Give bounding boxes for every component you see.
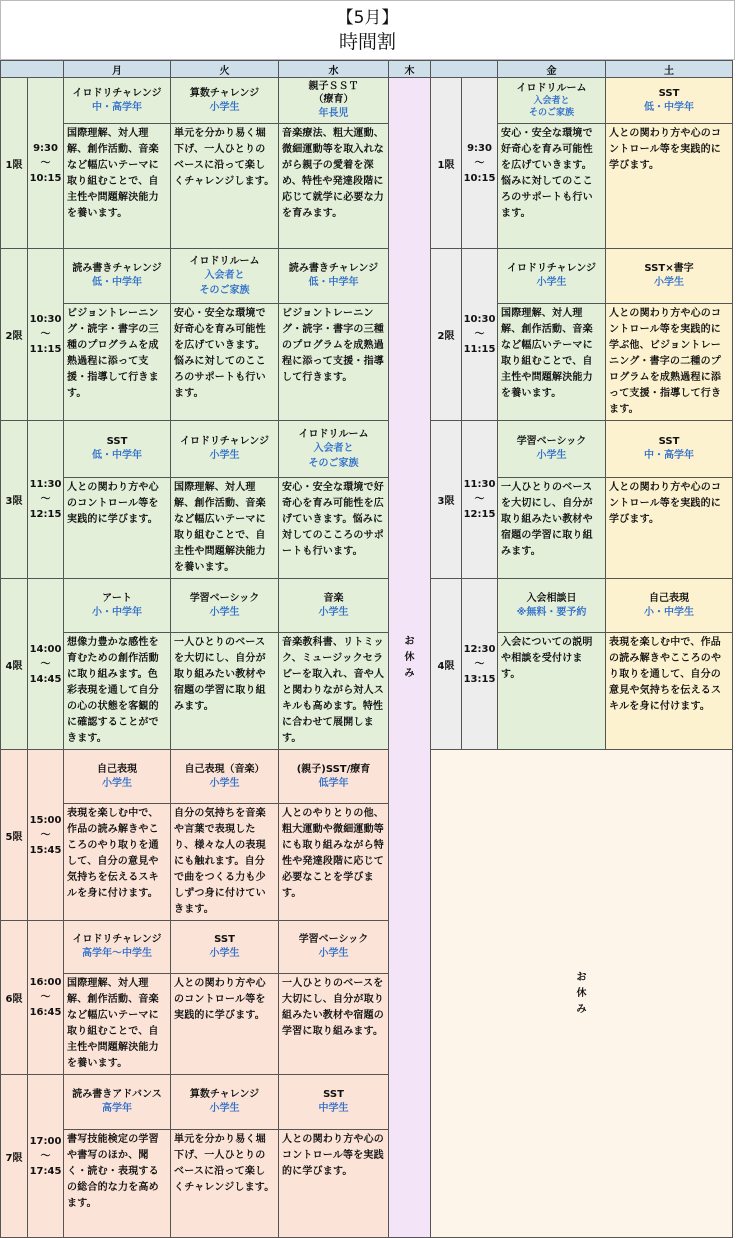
class-name: 入会相談日	[526, 592, 577, 604]
period-time	[28, 921, 64, 1075]
class-name: 算数チャレンジ	[189, 1089, 260, 1100]
class-name: 読み書きチャレンジ	[72, 263, 162, 274]
class-level: 小学生	[209, 450, 240, 461]
class-header	[498, 579, 606, 633]
class-header	[279, 1075, 389, 1130]
class-level: 入会者と そのご家族	[199, 269, 250, 296]
class-name: 読み書きアドバンス	[72, 1089, 162, 1100]
period-time-right-part: ～	[474, 157, 485, 169]
period-desc-row-4	[1, 633, 733, 750]
period-time-part: 14:45	[29, 673, 62, 685]
class-description: 国際理解、対人理解、創作活動、音楽など幅広いテーマに取り組むことで、自主性や問題解決能力を養います。	[64, 124, 171, 249]
class-header	[171, 1075, 279, 1130]
class-level: 入会者と そのご家族	[308, 442, 359, 469]
class-description: 人との関わり方や心のコントロール等を実践的に学ぶ他、ビジョントレーニング・書字の二種のプログラムを成熟過程に添って支援・指導して行きます。	[606, 304, 733, 421]
period-time	[28, 750, 64, 921]
class-level: 小学生	[209, 777, 240, 789]
class-name: 自己表現（音楽）	[184, 763, 265, 775]
class-name: イロドリルーム	[189, 255, 260, 267]
class-name: 音楽	[323, 592, 344, 604]
class-header	[171, 750, 279, 804]
header-fri: 金	[498, 61, 606, 78]
class-level: 小学生	[102, 777, 132, 789]
class-description: 安心・安全な環境で好奇心を育み可能性を広げていきます。悩みに対してのこころのサポートも行います。	[498, 124, 606, 249]
fri-sat-closed: お 休 み	[431, 750, 733, 1238]
period-time	[28, 78, 64, 249]
class-header	[64, 421, 171, 478]
class-level: 入会者と そのご家族	[528, 96, 574, 118]
class-level: 小学生	[536, 450, 567, 461]
class-description: ビジョントレーニング・読字・書字の三種のプログラムを成熟過程に添って支援・指導して行きます。	[279, 304, 389, 421]
period-time-part: 17:00	[29, 1135, 62, 1147]
class-level: 小学生	[209, 1103, 240, 1114]
class-header	[171, 249, 279, 304]
class-name: イロドリチャレンジ	[180, 436, 269, 447]
class-name: SST	[323, 1089, 344, 1100]
class-description: 人とのやりとりの他、粗大運動や微細運動等にも取り組みながら特性や発達段階に応じて必要なことを学びます。	[279, 804, 389, 921]
class-description: 一人ひとりのベースを大切にし、自分が取り組みたい教材や宿題の学習に取り組みます。	[279, 974, 389, 1075]
period-label: 7限	[1, 1075, 28, 1238]
class-description: 入会についての説明や相談を受付けます。	[498, 633, 606, 750]
class-name: イロドリルーム	[516, 83, 587, 94]
class-description: ビジョントレーニング・読字・書字の三種のプログラムを成熟過程に添って支援・指導して行きます。	[64, 304, 171, 421]
class-level: 中・高学年	[92, 101, 142, 113]
period-time-right-part: 11:15	[463, 344, 496, 355]
period-time-part: ～	[40, 157, 51, 169]
period-desc-row-2	[1, 304, 733, 421]
class-name: SST×書字	[644, 263, 694, 274]
period-label: 2限	[1, 249, 28, 421]
class-name: 算数チャレンジ	[189, 87, 260, 99]
period-time-right-part: 12:30	[463, 643, 496, 655]
class-header	[498, 78, 606, 124]
class-level: 低・中学年	[644, 101, 694, 113]
class-description: 書写技能検定の学習や書写のほか、聞く・読む・表現するの総合的な力を高めます。	[64, 1130, 171, 1238]
period-time-part: 11:30	[29, 479, 62, 490]
class-name: 学習ベーシック	[189, 592, 260, 604]
period-time-right-part: 10:30	[463, 314, 496, 325]
period-row-3	[1, 421, 733, 478]
period-time-part: 16:45	[29, 1007, 62, 1018]
period-label-right: 1限	[431, 78, 462, 249]
class-name: SST	[106, 436, 128, 447]
class-description: 自分の気持ちを音楽や言葉で表現したり、様々な人の表現にも触れます。自分で曲をつくる力も少しずつ身に付けていきます。	[171, 804, 279, 921]
period-time-part: 16:00	[29, 977, 62, 988]
period-time	[28, 1075, 64, 1238]
class-name: イロドリチャレンジ	[72, 87, 162, 99]
class-header	[606, 421, 733, 478]
period-time-part: ～	[40, 494, 51, 505]
class-name: イロドリルーム	[298, 428, 369, 440]
header-blank	[1, 61, 64, 78]
period-time-right	[462, 78, 498, 249]
class-level: 小学生	[209, 948, 240, 959]
class-level: 高学年～中学生	[82, 948, 152, 959]
period-time-right-part: 12:15	[463, 509, 496, 520]
period-time-part: 14:00	[29, 643, 62, 655]
period-time-part: 10:15	[29, 172, 62, 184]
period-time-part: ～	[40, 992, 51, 1003]
class-name: SST	[658, 436, 680, 447]
class-description: 音楽教科書、リトミック、ミュージックセラピーを取入れ、音や人と関わりながら対人スキルも高めます。特性に合わせて展開します。	[279, 633, 389, 750]
class-description: 音楽療法、粗大運動、微細運動等を取入れながら親子の愛着を深め、特性や発達段階に応じて就学に必要な力を育みます。	[279, 124, 389, 249]
page-title: 時間割	[338, 31, 396, 53]
period-label: 6限	[1, 921, 28, 1075]
class-level: 低・中学年	[92, 277, 142, 288]
class-header	[64, 1075, 171, 1130]
class-level: ※無料・要予約	[516, 606, 587, 618]
header-wed: 水	[279, 61, 389, 78]
period-row-5	[1, 750, 733, 804]
class-header	[606, 579, 733, 633]
period-time-right-part: 10:15	[463, 172, 496, 184]
class-header	[64, 249, 171, 304]
period-time-part: 12:15	[29, 509, 62, 520]
class-header	[64, 921, 171, 974]
period-time-right-part: ～	[474, 329, 485, 340]
class-header	[279, 750, 389, 804]
class-header	[279, 78, 389, 124]
class-header	[171, 78, 279, 124]
class-name: SST	[214, 934, 235, 945]
period-time-part: 17:45	[29, 1165, 62, 1177]
header-mon: 月	[64, 61, 171, 78]
class-description: 単元を分かり易く堀下げ、一人ひとりのベースに沿って楽しくチャレンジします。	[171, 1130, 279, 1238]
period-time-part: 15:00	[29, 814, 62, 826]
header-blank-right	[431, 61, 498, 78]
class-header	[64, 78, 171, 124]
class-name: イロドリチャレンジ	[72, 934, 162, 945]
class-description: 安心・安全な環境で好奇心を育み可能性を広げていきます。悩みに対してのこころのサポートも行います。	[171, 304, 279, 421]
period-time-part: 11:15	[29, 344, 62, 355]
period-time-right-part: ～	[474, 494, 485, 505]
period-time	[28, 249, 64, 421]
class-level: 小・中学生	[644, 606, 694, 618]
period-label: 4限	[1, 579, 28, 750]
class-name: 親子ＳＳＴ （療育）	[308, 81, 359, 105]
class-level: 小学生	[536, 277, 567, 288]
thursday-closed: お 休 み	[389, 78, 431, 1238]
period-time-right	[462, 249, 498, 421]
class-description: 国際理解、対人理解、創作活動、音楽など幅広いテーマに取り組むことで、自主性や問題解決能力を養います。	[498, 304, 606, 421]
class-description: 安心・安全な環境で好奇心を育み可能性を広げていきます。悩みに対してのこころのサポートも行います。	[279, 478, 389, 579]
class-level: 小・中学年	[92, 606, 142, 618]
class-level: 中・高学年	[644, 450, 694, 461]
class-level: 小学生	[209, 606, 240, 618]
class-name: 学習ベーシック	[298, 934, 369, 945]
class-name: 自己表現	[649, 592, 689, 604]
period-row-4	[1, 579, 733, 633]
class-description: 人との関わり方や心のコントロール等を実践的に学びます。	[64, 478, 171, 579]
class-description: 一人ひとりのベースを大切にし、自分が取り組みたい教材や宿題の学習に取り組みます。	[171, 633, 279, 750]
period-time-part: ～	[40, 658, 51, 670]
period-time-right	[462, 421, 498, 579]
period-label: 1限	[1, 78, 28, 249]
class-name: 自己表現	[97, 763, 137, 775]
header-row	[1, 61, 733, 78]
class-level: 小学生	[318, 948, 349, 959]
class-description: 人との関わり方や心のコントロール等を実践的に学びます。	[606, 478, 733, 579]
period-desc-row-3	[1, 478, 733, 579]
month-title: 【5月】	[336, 8, 399, 28]
period-time-part: ～	[40, 329, 51, 340]
class-level: 低・中学年	[92, 450, 142, 461]
class-header	[64, 579, 171, 633]
class-name: アート	[102, 592, 132, 604]
period-label-right: 2限	[431, 249, 462, 421]
class-name: 読み書きチャレンジ	[288, 263, 379, 274]
period-time	[28, 421, 64, 579]
period-time-right-part: 13:15	[463, 673, 496, 685]
class-description: 国際理解、対人理解、創作活動、音楽など幅広いテーマに取り組むことで、自主性や問題解決能力を養います。	[171, 478, 279, 579]
header-sat: 土	[606, 61, 733, 78]
period-time-right-part: 11:30	[463, 479, 496, 490]
period-label: 5限	[1, 750, 28, 921]
class-level: 年長児	[318, 108, 349, 119]
class-name: (親子)SST/療育	[296, 763, 371, 775]
class-description: 表現を楽しむ中で、作品の読み解きやこころのやり取りを通して、自分の意見や気持ちを伝えるスキルを身に付けます。	[64, 804, 171, 921]
period-time-part: ～	[40, 829, 51, 841]
period-time-right-part: ～	[474, 658, 485, 670]
class-header	[171, 921, 279, 974]
class-header	[606, 78, 733, 124]
class-header	[64, 750, 171, 804]
header-tue: 火	[171, 61, 279, 78]
period-time-right-part: 9:30	[467, 142, 492, 154]
class-header	[498, 421, 606, 478]
class-level: 中学生	[318, 1103, 349, 1114]
period-label: 3限	[1, 421, 28, 579]
class-header	[498, 249, 606, 304]
class-description: 人との関わり方や心のコントロール等を実践的に学びます。	[606, 124, 733, 249]
period-time	[28, 579, 64, 750]
class-header	[279, 921, 389, 974]
class-level: 小学生	[654, 277, 684, 288]
class-header	[171, 579, 279, 633]
class-header	[279, 249, 389, 304]
class-header	[279, 579, 389, 633]
class-level: 低学年	[318, 777, 349, 789]
period-time-part: 10:30	[29, 314, 62, 325]
class-header	[171, 421, 279, 478]
class-name: イロドリチャレンジ	[507, 263, 596, 274]
class-description: 表現を楽しむ中で、作品の読み解きやこころのやり取りを通して、自分の意見や気持ちを伝えるスキルを身に付けます。	[606, 633, 733, 750]
period-desc-row-1	[1, 124, 733, 249]
class-description: 一人ひとりのベースを大切にし、自分が取り組みたい教材や宿題の学習に取り組みます。	[498, 478, 606, 579]
timetable	[0, 60, 733, 1238]
class-description: 想像力豊かな感性を育むための創作活動に取り組みます。色彩表現を通して自分の心の状態を客観的に確認することができます。	[64, 633, 171, 750]
class-level: 高学年	[102, 1103, 132, 1114]
class-header	[606, 249, 733, 304]
class-level: 小学生	[318, 606, 349, 618]
period-label-right: 3限	[431, 421, 462, 579]
period-time-part: ～	[40, 1150, 51, 1162]
period-row-1	[1, 78, 733, 124]
period-label-right: 4限	[431, 579, 462, 750]
class-description: 国際理解、対人理解、創作活動、音楽など幅広いテーマに取り組むことで、自主性や問題解決能力を養います。	[64, 974, 171, 1075]
class-name: SST	[658, 87, 680, 99]
header-thu: 木	[389, 61, 431, 78]
class-level: 小学生	[209, 101, 240, 113]
period-row-2	[1, 249, 733, 304]
class-level: 低・中学年	[308, 277, 359, 288]
period-time-part: 15:45	[29, 844, 62, 856]
period-time-right	[462, 579, 498, 750]
class-description: 単元を分かり易く堀下げ、一人ひとりのベースに沿って楽しくチャレンジします。	[171, 124, 279, 249]
class-description: 人との関わり方や心のコントロール等を実践的に学びます。	[171, 974, 279, 1075]
period-time-part: 9:30	[33, 142, 58, 154]
class-description: 人との関わり方や心のコントロール等を実践的に学びます。	[279, 1130, 389, 1238]
class-name: 学習ベーシック	[516, 436, 587, 447]
title-box	[0, 0, 735, 60]
class-header	[279, 421, 389, 478]
